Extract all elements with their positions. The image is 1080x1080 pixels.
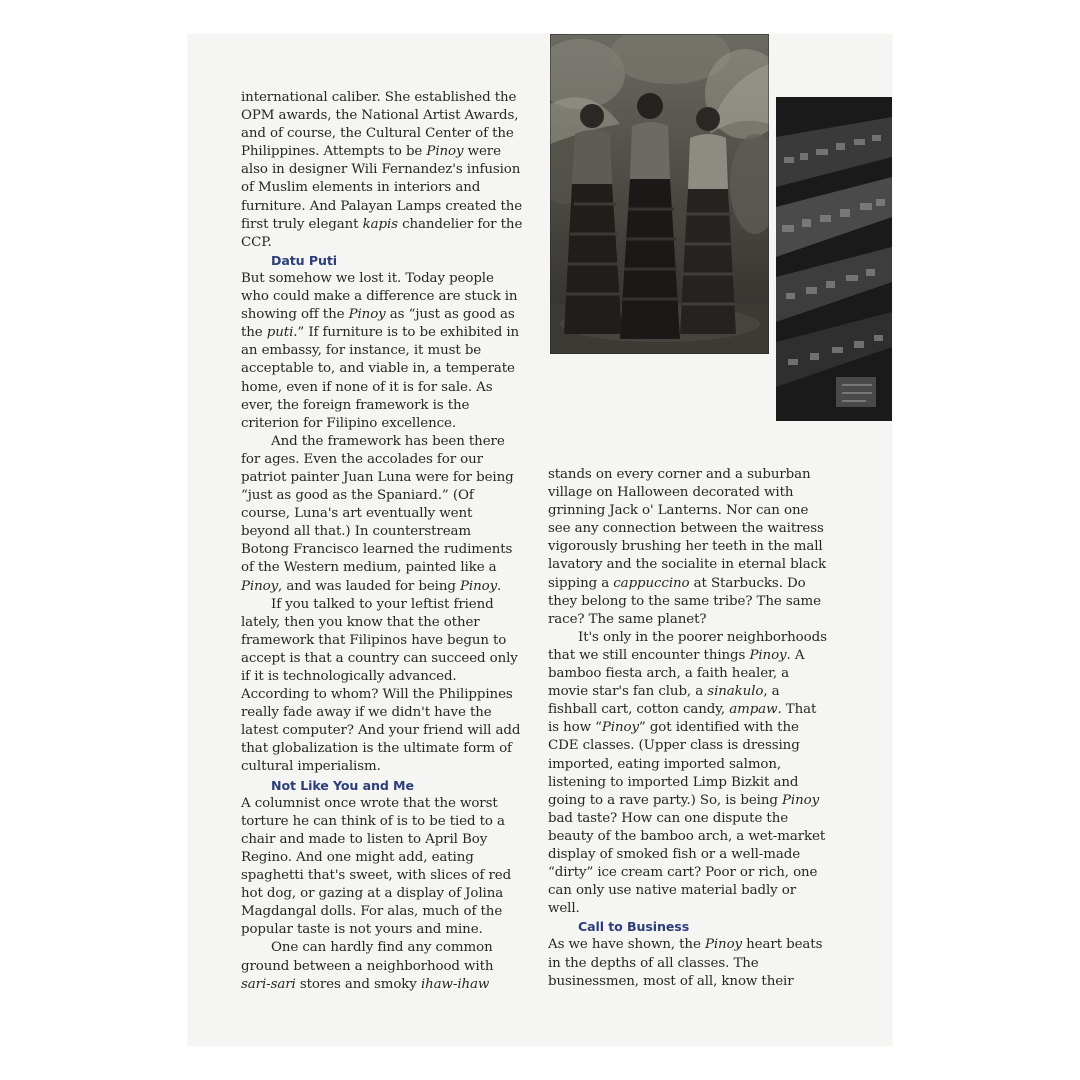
paragraph: If you talked to your leftist friend lately, then you know that the other framework that Filipinos have begun to accept is that a country can succeed only if it is technologically advanced. According to whom? Will the Philippines really fade away if we didn't have the latest computer? And your friend will add that globalization is the ultimate form of cultural imperialism.: [241, 596, 521, 775]
section-heading-not-like-you-and-me: Not Like You and Me: [271, 777, 414, 793]
italic-term: puti: [266, 325, 294, 341]
paragraph: A columnist once wrote that the worst torture he can think of is to be tied to a chair and made to listen to April Boy Regino. And one might add, eating spaghetti that's sweet, with slices of red hot dog, or gazing at a display of Jolina Magdangal dolls. For alas, much of the popular taste is not yours and mine.: [241, 795, 512, 938]
paragraph: And the framework has been there for ages. Even the accolades for our patriot painter Juan Luna were for being “just as good as the Spaniard.” (Of course, Luna's art eventually went beyond all that.) In counterstream Botong Francisco learned the rudiments of the Western medium, painted like a Pinoy, and was lauded for being Pinoy.: [241, 433, 514, 594]
italic-term: Pinoy: [241, 578, 279, 594]
section-heading-datu-puti: Datu Puti: [271, 252, 337, 268]
italic-term: sinakulo: [707, 684, 764, 700]
italic-term: Pinoy: [782, 792, 820, 808]
photo-three-women: [550, 34, 769, 354]
right-column: [548, 466, 830, 991]
left-column: [241, 89, 523, 994]
paragraph: As we have shown, the Pinoy heart beats in the depths of all classes. The businessmen, most of all, know their: [548, 937, 823, 989]
italic-term: ihaw-ihaw: [420, 976, 490, 992]
italic-term: cappuccino: [613, 575, 690, 591]
italic-term: Pinoy: [601, 720, 639, 736]
paragraph: One can hardly find any common ground between a neighborhood with sari-sari stores and smoky ihaw-ihaw: [241, 940, 494, 992]
section-heading-call-to-business: Call to Business: [578, 919, 690, 935]
photo-market-shelves: [776, 97, 892, 421]
paragraph: But somehow we lost it. Today people who could make a difference are stuck in showing off the Pinoy as “just as good as the puti.” If furniture is to be exhibited in an embassy, for instance, it must be acceptable to, and viable in, a temperate home, even if none of it is for sale. As ever, the foreign framework is the criterion for Filipino excellence.: [241, 270, 520, 431]
paragraph: It's only in the poorer neighborhoods that we still encounter things Pinoy. A bamboo fiesta arch, a faith healer, a movie star's fan club, a sinakulo, a fishball cart, cotton candy, ampaw. That is how “Pinoy” got identified with the CDE classes. (Upper class is dressing imported, eating imported salmon, listening to imported Limp Bizkit and going to a rave party.) So, is being Pinoy bad taste? How can one dispute the beauty of the bamboo arch, a wet-market display of smoked fish or a well-made “dirty” ice cream cart? Poor or rich, one can only use native material badly or well.: [548, 629, 827, 917]
italic-term: sari-sari: [241, 976, 296, 992]
paragraph: stands on every corner and a suburban village on Halloween decorated with grinning Jack o' Lanterns. Nor can one see any connection between the waitress vigorously brushing her teeth in the mall lavatory and the socialite in eternal black sipping a cappuccino at Starbucks. Do they belong to the same tribe? The same race? The same planet?: [548, 467, 827, 627]
italic-term: Pinoy: [749, 647, 787, 663]
italic-term: Pinoy: [460, 578, 498, 594]
italic-term: kapis: [362, 216, 398, 232]
paragraph: international caliber. She established the OPM awards, the National Artist Awards, and of course, the Cultural Center of the Philippines. Attempts to be Pinoy were also in designer Wili Fernandez's infusion of Muslim elements in interiors and furniture. And Palayan Lamps created the first truly elegant kapis chandelier for the CCP.: [241, 90, 523, 250]
italic-term: Pinoy: [704, 937, 742, 953]
italic-term: Pinoy: [426, 144, 464, 160]
italic-term: ampaw: [729, 702, 778, 718]
italic-term: Pinoy: [348, 307, 386, 323]
